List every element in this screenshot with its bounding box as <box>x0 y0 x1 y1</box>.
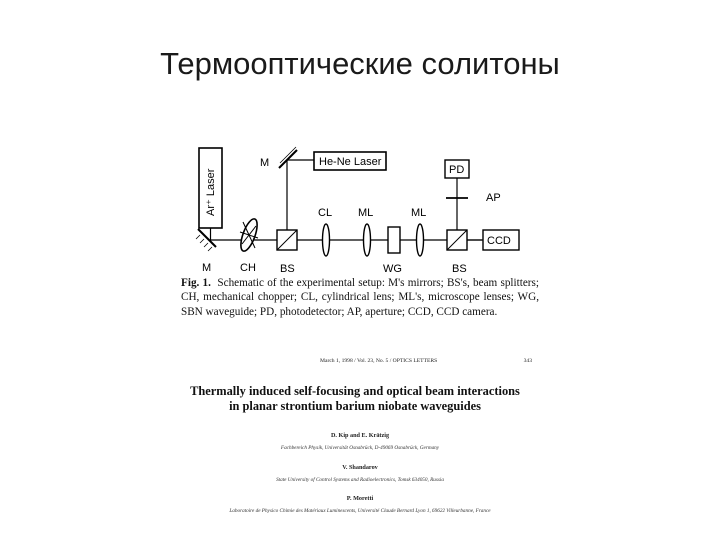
label-m-bottom: M <box>202 262 212 274</box>
setup-schematic <box>176 140 536 275</box>
label-wg: WG <box>383 263 402 275</box>
paper-title <box>120 384 590 414</box>
label-bs-left: BS <box>280 263 295 275</box>
affiliation-1: Fachbereich Physik, Universität Osnabrück, D-49069 Osnabrück, Germany <box>280 445 440 451</box>
figure-caption <box>181 276 539 319</box>
author-3: P. Moretti <box>346 495 374 502</box>
mirror-top-hatch <box>280 147 296 163</box>
caption-text: Schematic of the experimental setup: M's mirrors; BS's, beam splitters; CH, mechanical chopper; CL, cylindrical lens; ML's, microscope lenses; WG, SBN waveguide; PD, photodetector; AP, aperture; CCD, CCD camera. <box>181 277 539 318</box>
journal-header <box>320 358 532 364</box>
label-ml-left: ML <box>358 207 374 219</box>
microscope-lens-right <box>417 224 424 256</box>
mirror-top <box>279 150 297 168</box>
label-m-top: M <box>260 157 270 169</box>
journal-date: March 1, 1998 / Vol. 23, No. 5 / OPTICS LETTERS <box>320 358 438 364</box>
cylindrical-lens <box>323 224 330 256</box>
label-ccd: CCD <box>487 235 511 247</box>
label-ml-right: ML <box>411 207 427 219</box>
label-pd: PD <box>449 164 465 176</box>
affiliation-2: State University of Control Systems and Radioelectronics, Tomsk 634050, Russia <box>276 477 444 483</box>
label-ch: CH <box>240 262 256 274</box>
paper-title-line1: Thermally induced self-focusing and optical beam interactions <box>190 384 520 398</box>
slide-title: Термооптические солитоны <box>160 46 560 81</box>
journal-page: 343 <box>523 358 532 364</box>
label-cl: CL <box>318 207 333 219</box>
label-ap: AP <box>486 192 501 204</box>
waveguide <box>388 227 400 253</box>
label-bs-right: BS <box>452 263 467 275</box>
paper-title-line2: in planar strontium barium niobate waveguides <box>229 399 481 413</box>
mirror-bottom-hatch <box>196 235 212 251</box>
affiliation-3: Laboratoire de Physico Chimie des Matériaux Luminescents, Université Claude Bernard Lyon 1, 69622 Villeurbanne, France <box>229 508 491 514</box>
hene-laser-label: He-Ne Laser <box>319 156 382 168</box>
author-1: D. Kip and E. Krätzig <box>330 432 390 439</box>
microscope-lens-left <box>364 224 371 256</box>
ar-laser-label: Ar⁺ Laser <box>205 168 217 216</box>
author-2: V. Shandarov <box>342 464 378 471</box>
schematic-svg <box>176 140 536 275</box>
caption-label: Fig. 1. <box>181 277 211 289</box>
